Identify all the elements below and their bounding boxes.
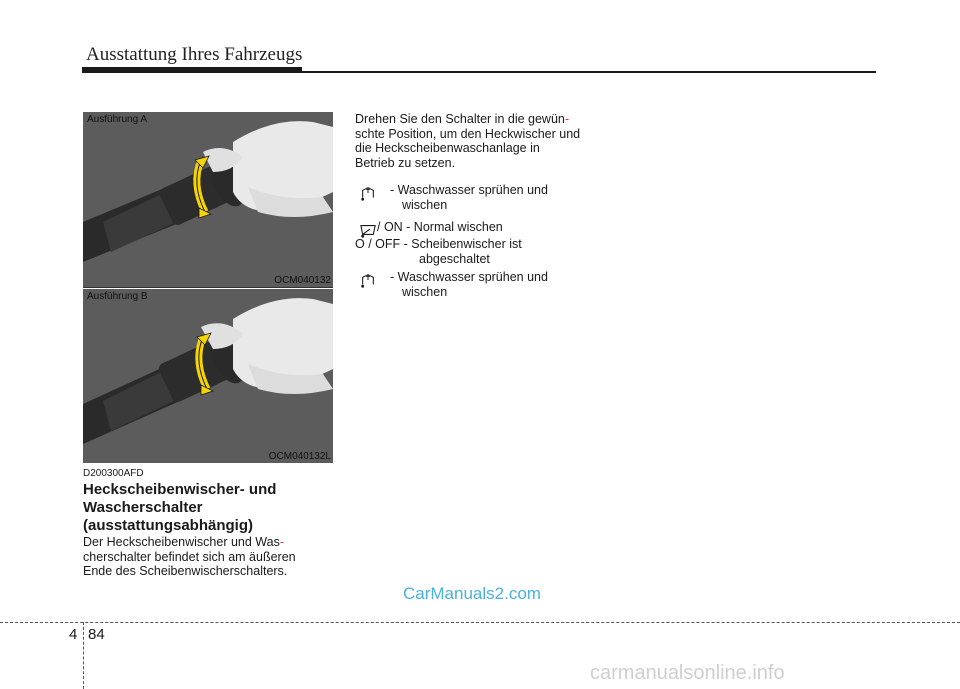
figure-b-label: Ausführung B	[87, 291, 148, 302]
figure-variant-b	[83, 289, 333, 463]
washer-spray-icon	[358, 272, 378, 288]
mode-item-normal-wipe	[355, 220, 503, 235]
paragraph-line: schte Position, um den Heckwischer und	[355, 126, 581, 141]
mode-item-off	[355, 237, 522, 267]
section-heading	[83, 481, 343, 535]
page-number: 84	[88, 626, 105, 643]
figure-a-code: OCM040132	[274, 275, 331, 286]
rear-wiper-icon	[358, 222, 378, 238]
hyphen-mark: -	[564, 112, 570, 126]
mode-text: - Waschwasser sprühen und	[390, 270, 548, 284]
instruction-paragraph	[355, 112, 605, 170]
paragraph-line: cherschalter befindet sich am äußeren	[83, 549, 296, 564]
site-watermark: carmanualsonline.info	[590, 662, 785, 684]
mode-text: / ON - Normal wischen	[377, 220, 503, 234]
wiper-stalk-illustration-b	[83, 289, 333, 463]
figure-variant-a	[83, 112, 333, 287]
footer-rule	[0, 622, 960, 623]
paragraph-line: die Heckscheibenwaschanlage in	[355, 141, 540, 155]
hyphen-mark: -	[279, 535, 285, 549]
header-rule	[82, 71, 876, 73]
mode-text: - Waschwasser sprühen und	[390, 183, 548, 197]
footer-divider	[83, 622, 84, 689]
mode-text-cont: wischen	[402, 198, 448, 212]
figure-separator	[83, 287, 333, 288]
paragraph-line: Ende des Scheibenwischerschalters.	[83, 564, 288, 578]
washer-spray-icon	[358, 185, 378, 201]
paragraph-line: Betrieb zu setzen.	[355, 155, 456, 170]
mode-text-cont: abgeschaltet	[419, 252, 490, 266]
paragraph-line: Drehen Sie den Schalter in die gewün	[355, 112, 565, 126]
mode-text-cont: wischen	[402, 285, 448, 299]
document-code: D200300AFD	[83, 468, 144, 479]
mode-text: O / OFF - Scheibenwischer ist	[355, 237, 522, 251]
mode-item-wash-spray	[355, 183, 548, 213]
wiper-stalk-illustration-a	[83, 112, 333, 287]
chapter-number: 4	[69, 626, 78, 643]
mode-item-wash-spray-2	[355, 270, 548, 300]
page-header-title: Ausstattung Ihres Fahrzeugs	[86, 44, 303, 65]
heading-line: Wascherschalter	[83, 499, 203, 516]
figure-b-code: OCM040132L	[268, 451, 331, 462]
figure-a-label: Ausführung A	[87, 114, 148, 125]
description-paragraph	[83, 535, 335, 579]
watermark-link[interactable]: CarManuals2.com	[403, 584, 541, 603]
paragraph-line: Der Heckscheibenwischer und Was	[83, 535, 280, 549]
heading-line: (ausstattungsabhängig)	[83, 517, 254, 534]
heading-line: Heckscheibenwischer- und	[83, 481, 277, 498]
